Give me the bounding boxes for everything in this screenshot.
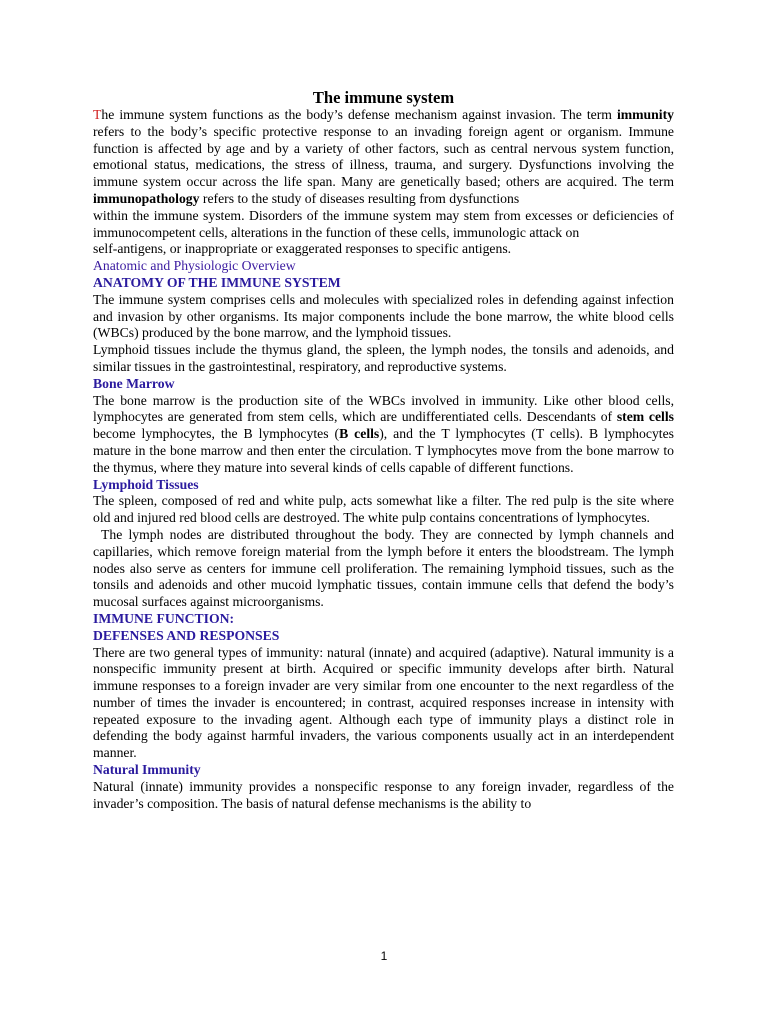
- intro-paragraph: [93, 107, 674, 208]
- intro-text-2: refers to the body’s specific protective response to an invading foreign agent or organism. Immune function is affected by age and by a variety of other factors, such as central nervous system function, emotional status, medications, the stress of illness, trauma, and surgery. Dysfunctions involving the immune system occur across the life span. Many are genetically based; others are acquired. The term: [93, 123, 674, 190]
- anatomy-paragraph-1: The immune system comprises cells and molecules with specialized roles in defending against infection and invasion by other organisms. Its major components include the bone marrow, the white blood cells (WBCs) produced by the bone marrow, and the lymphoid tissues.: [93, 291, 674, 341]
- term-immunopathology: immunopathology: [93, 190, 200, 206]
- natural-immunity-paragraph: Natural (innate) immunity provides a nonspecific response to any foreign invader, regardless of the invader’s composition. The basis of natural defense mechanisms is the ability to: [93, 778, 674, 811]
- immune-function-heading: IMMUNE FUNCTION:: [93, 610, 235, 626]
- page-number: 1: [380, 949, 388, 963]
- defenses-heading: DEFENSES AND RESPONSES: [93, 627, 280, 643]
- bone-marrow-text-3: ), and the T lymphocytes (T cells). B lymphocytes mature in the bone marrow and then enter the circulation. T lymphocytes move from the bone marrow to the thymus, where they mature into several kinds of cells capable of different functions.: [93, 426, 674, 475]
- natural-immunity-heading: Natural Immunity: [93, 762, 201, 778]
- intro-paragraph-3: self-antigens, or inappropriate or exaggerated responses to specific antigens.: [93, 241, 512, 257]
- lymphoid-paragraph-2: The lymph nodes are distributed throughout the body. They are connected by lymph channels and capillaries, which remove foreign material from the lymph before it enters the bloodstream. The lymph nodes also serve as centers for immune cell proliferation. The remaining lymphoid tissues, such as the tonsils and adenoids and other mucoid lymphatic tissues, contain immune cells that defend the body’s mucosal surfaces against microorganisms.: [93, 526, 674, 610]
- bone-marrow-text-1: The bone marrow is the production site of the WBCs involved in immunity. Like other blood cells, lymphocytes are generated from stem cells, which are undifferentiated cells. Descendants of: [93, 392, 674, 425]
- bone-marrow-text-2: become lymphocytes, the B lymphocytes (: [93, 426, 340, 442]
- immune-paragraph: There are two general types of immunity: natural (innate) and acquired (adaptive). Natural immunity is a nonspecific immunity present at birth. Acquired or specific immunity develops after birth. Natural immune responses to a foreign invader are very similar from one encounter to the next regardless of the number of times the invader is encountered; in contrast, acquired responses increase in intensity with repeated exposure to the invading agent. Although each type of immunity plays a distinct role in defending the body against harmful invaders, the various components usually act in an interdependent manner.: [93, 644, 674, 761]
- intro-text-3: refers to the study of diseases resulting from dysfunctions: [199, 190, 520, 206]
- intro-paragraph-2: within the immune system. Disorders of the immune system may stem from excesses or deficiencies of immunocompetent cells, alterations in the function of these cells, immunologic attack on: [93, 207, 674, 240]
- lymphoid-paragraph-1: The spleen, composed of red and white pulp, acts somewhat like a filter. The red pulp is the site where old and injured red blood cells are destroyed. The white pulp contains concentrations of lymphocytes.: [93, 493, 674, 526]
- term-b-cells: B cells: [339, 426, 380, 442]
- drop-cap: T: [93, 107, 102, 122]
- term-stem-cells: stem cells: [616, 409, 674, 425]
- section-subtitle: Anatomic and Physiologic Overview: [93, 258, 296, 274]
- bone-marrow-paragraph: [93, 393, 674, 477]
- page-content: [93, 88, 674, 812]
- anatomy-paragraph-2: Lymphoid tissues include the thymus gland, the spleen, the lymph nodes, the tonsils and adenoids, and similar tissues in the gastrointestinal, respiratory, and reproductive systems.: [93, 342, 674, 374]
- term-immunity: immunity: [616, 107, 674, 122]
- lymphoid-heading: Lymphoid Tissues: [93, 476, 199, 492]
- page-title: The immune system: [312, 88, 455, 107]
- intro-text-1: he immune system functions as the body’s defense mechanism against invasion. The term: [101, 107, 617, 122]
- anatomy-heading: ANATOMY OF THE IMMUNE SYSTEM: [93, 274, 341, 290]
- bone-marrow-heading: Bone Marrow: [93, 375, 175, 391]
